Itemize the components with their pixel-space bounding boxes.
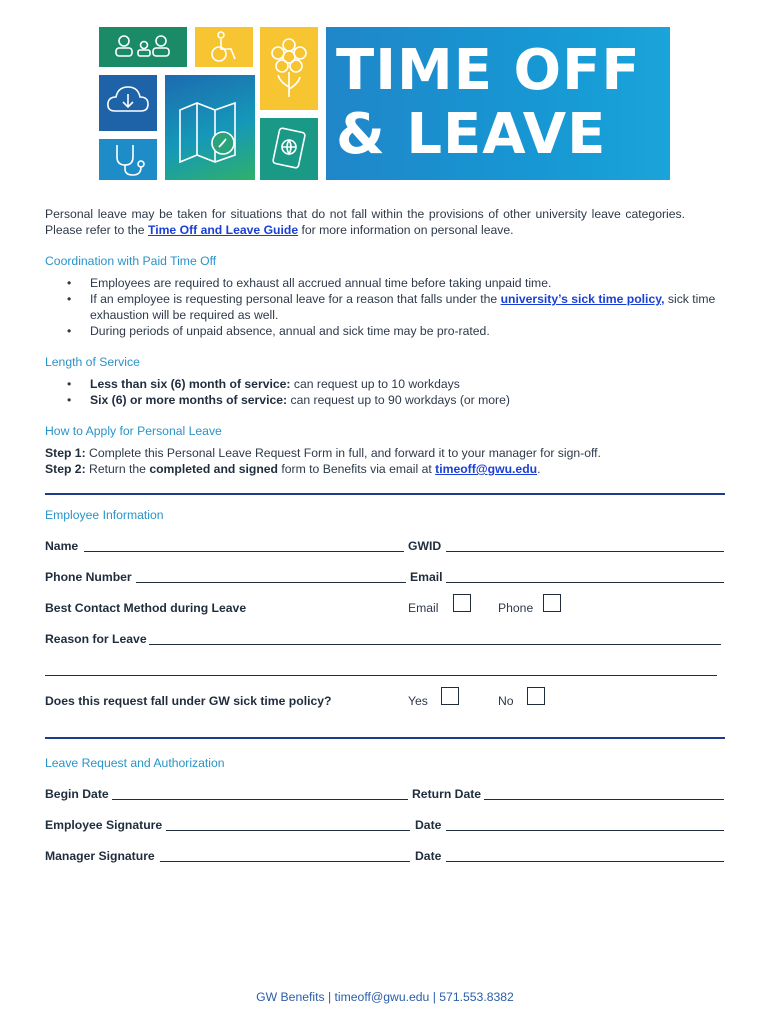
bullet-text: can request up to 10 workdays <box>290 377 460 391</box>
contact-phone-checkbox[interactable] <box>543 594 561 612</box>
intro-text: Personal leave may be taken for situations that do not fall within the provisions of other university leave categories. Please refer to the <box>45 207 685 237</box>
contact-phone-option: Phone <box>498 601 534 615</box>
gwid-label: GWID <box>408 539 442 553</box>
passport-tile <box>260 118 318 180</box>
contact-email-option: Email <box>408 601 439 615</box>
step-2-text: form to Benefits via email at <box>278 462 436 476</box>
phone-field[interactable] <box>136 570 406 583</box>
step-2-label: Step 2: <box>45 462 86 476</box>
step-1 <box>45 445 735 461</box>
reason-field[interactable] <box>149 632 721 645</box>
flower-icon <box>260 27 318 110</box>
people-tile <box>99 27 187 67</box>
begin-date-field[interactable] <box>112 787 408 800</box>
return-date-label: Return Date <box>412 787 482 801</box>
health-tile <box>99 139 157 180</box>
list-item <box>45 275 725 291</box>
begin-date-label: Begin Date <box>45 787 109 801</box>
bullet-bold: Less than six (6) month of service: <box>90 377 291 391</box>
employee-signature-field[interactable] <box>166 818 410 831</box>
contact-email-checkbox[interactable] <box>453 594 471 612</box>
bullet-text: sick time exhaustion will be required as well. <box>90 292 716 322</box>
sick-time-policy-link[interactable]: university’s sick time policy, <box>500 292 665 306</box>
list-item <box>45 323 725 339</box>
yes-checkbox[interactable] <box>441 687 459 705</box>
service-heading: Length of Service <box>45 355 140 369</box>
employee-heading: Employee Information <box>45 508 164 522</box>
banner-title-line1: TIME OFF <box>336 38 641 103</box>
footer: GW Benefits | timeoff@gwu.edu | 571.553.8382 <box>256 990 514 1004</box>
no-option: No <box>498 694 514 708</box>
passport-icon <box>260 118 318 180</box>
bullet-text: can request up to 90 workdays (or more) <box>287 393 510 407</box>
date2-field[interactable] <box>446 849 724 862</box>
step-2-end: . <box>537 462 541 476</box>
section-divider <box>45 737 725 739</box>
banner-title-line2: & LEAVE <box>336 102 607 167</box>
step-1-text: Complete this Personal Leave Request Form in full, and forward it to your manager for sign-off. <box>85 446 601 460</box>
timeoff-email-link[interactable]: timeoff@gwu.edu <box>435 462 538 476</box>
accessibility-tile <box>195 27 253 67</box>
flower-tile <box>260 27 318 110</box>
coordination-list <box>45 275 725 339</box>
date2-label: Date <box>415 849 442 863</box>
step-2 <box>45 461 735 477</box>
reason-field-line2[interactable] <box>45 663 717 676</box>
date1-label: Date <box>415 818 442 832</box>
bullet-text: During periods of unpaid absence, annual and sick time may be pro-rated. <box>90 324 490 338</box>
bullet-text: If an employee is requesting personal leave for a reason that falls under the <box>90 292 501 306</box>
no-checkbox[interactable] <box>527 687 545 705</box>
map-tile <box>165 75 255 180</box>
download-tile <box>99 75 157 131</box>
cloud-download-icon <box>99 75 157 131</box>
manager-signature-label: Manager Signature <box>45 849 155 863</box>
phone-label: Phone Number <box>45 570 132 584</box>
list-item <box>45 376 725 392</box>
date1-field[interactable] <box>446 818 724 831</box>
banner-title-block <box>326 27 670 180</box>
apply-heading: How to Apply for Personal Leave <box>45 424 222 438</box>
list-item <box>45 291 725 323</box>
yes-option: Yes <box>408 694 428 708</box>
step-2-bold: completed and signed <box>149 462 278 476</box>
time-off-guide-link[interactable]: Time Off and Leave Guide <box>147 223 299 237</box>
email-label: Email <box>410 570 443 584</box>
service-list <box>45 376 725 408</box>
people-icon <box>99 27 187 67</box>
coordination-heading: Coordination with Paid Time Off <box>45 254 217 268</box>
name-label: Name <box>45 539 79 553</box>
step-1-label: Step 1: <box>45 446 86 460</box>
gwid-field[interactable] <box>446 539 724 552</box>
manager-signature-field[interactable] <box>160 849 410 862</box>
bullet-bold: Six (6) or more months of service: <box>90 393 288 407</box>
authorization-heading: Leave Request and Authorization <box>45 756 225 770</box>
reason-label: Reason for Leave <box>45 632 147 646</box>
list-item <box>45 392 725 408</box>
sick-policy-question: Does this request fall under GW sick time policy? <box>45 694 332 708</box>
bullet-text: Employees are required to exhaust all accrued annual time before taking unpaid time. <box>90 276 552 290</box>
email-field[interactable] <box>446 570 724 583</box>
banner <box>99 27 670 180</box>
step-2-text: Return the <box>85 462 150 476</box>
return-date-field[interactable] <box>484 787 724 800</box>
intro-paragraph <box>45 206 685 238</box>
map-icon <box>165 75 255 180</box>
intro-text-end: for more information on personal leave. <box>298 223 514 237</box>
stethoscope-icon <box>99 139 157 180</box>
contact-method-label: Best Contact Method during Leave <box>45 601 247 615</box>
name-field[interactable] <box>84 539 404 552</box>
wheelchair-icon <box>195 27 253 67</box>
employee-signature-label: Employee Signature <box>45 818 163 832</box>
section-divider <box>45 493 725 495</box>
